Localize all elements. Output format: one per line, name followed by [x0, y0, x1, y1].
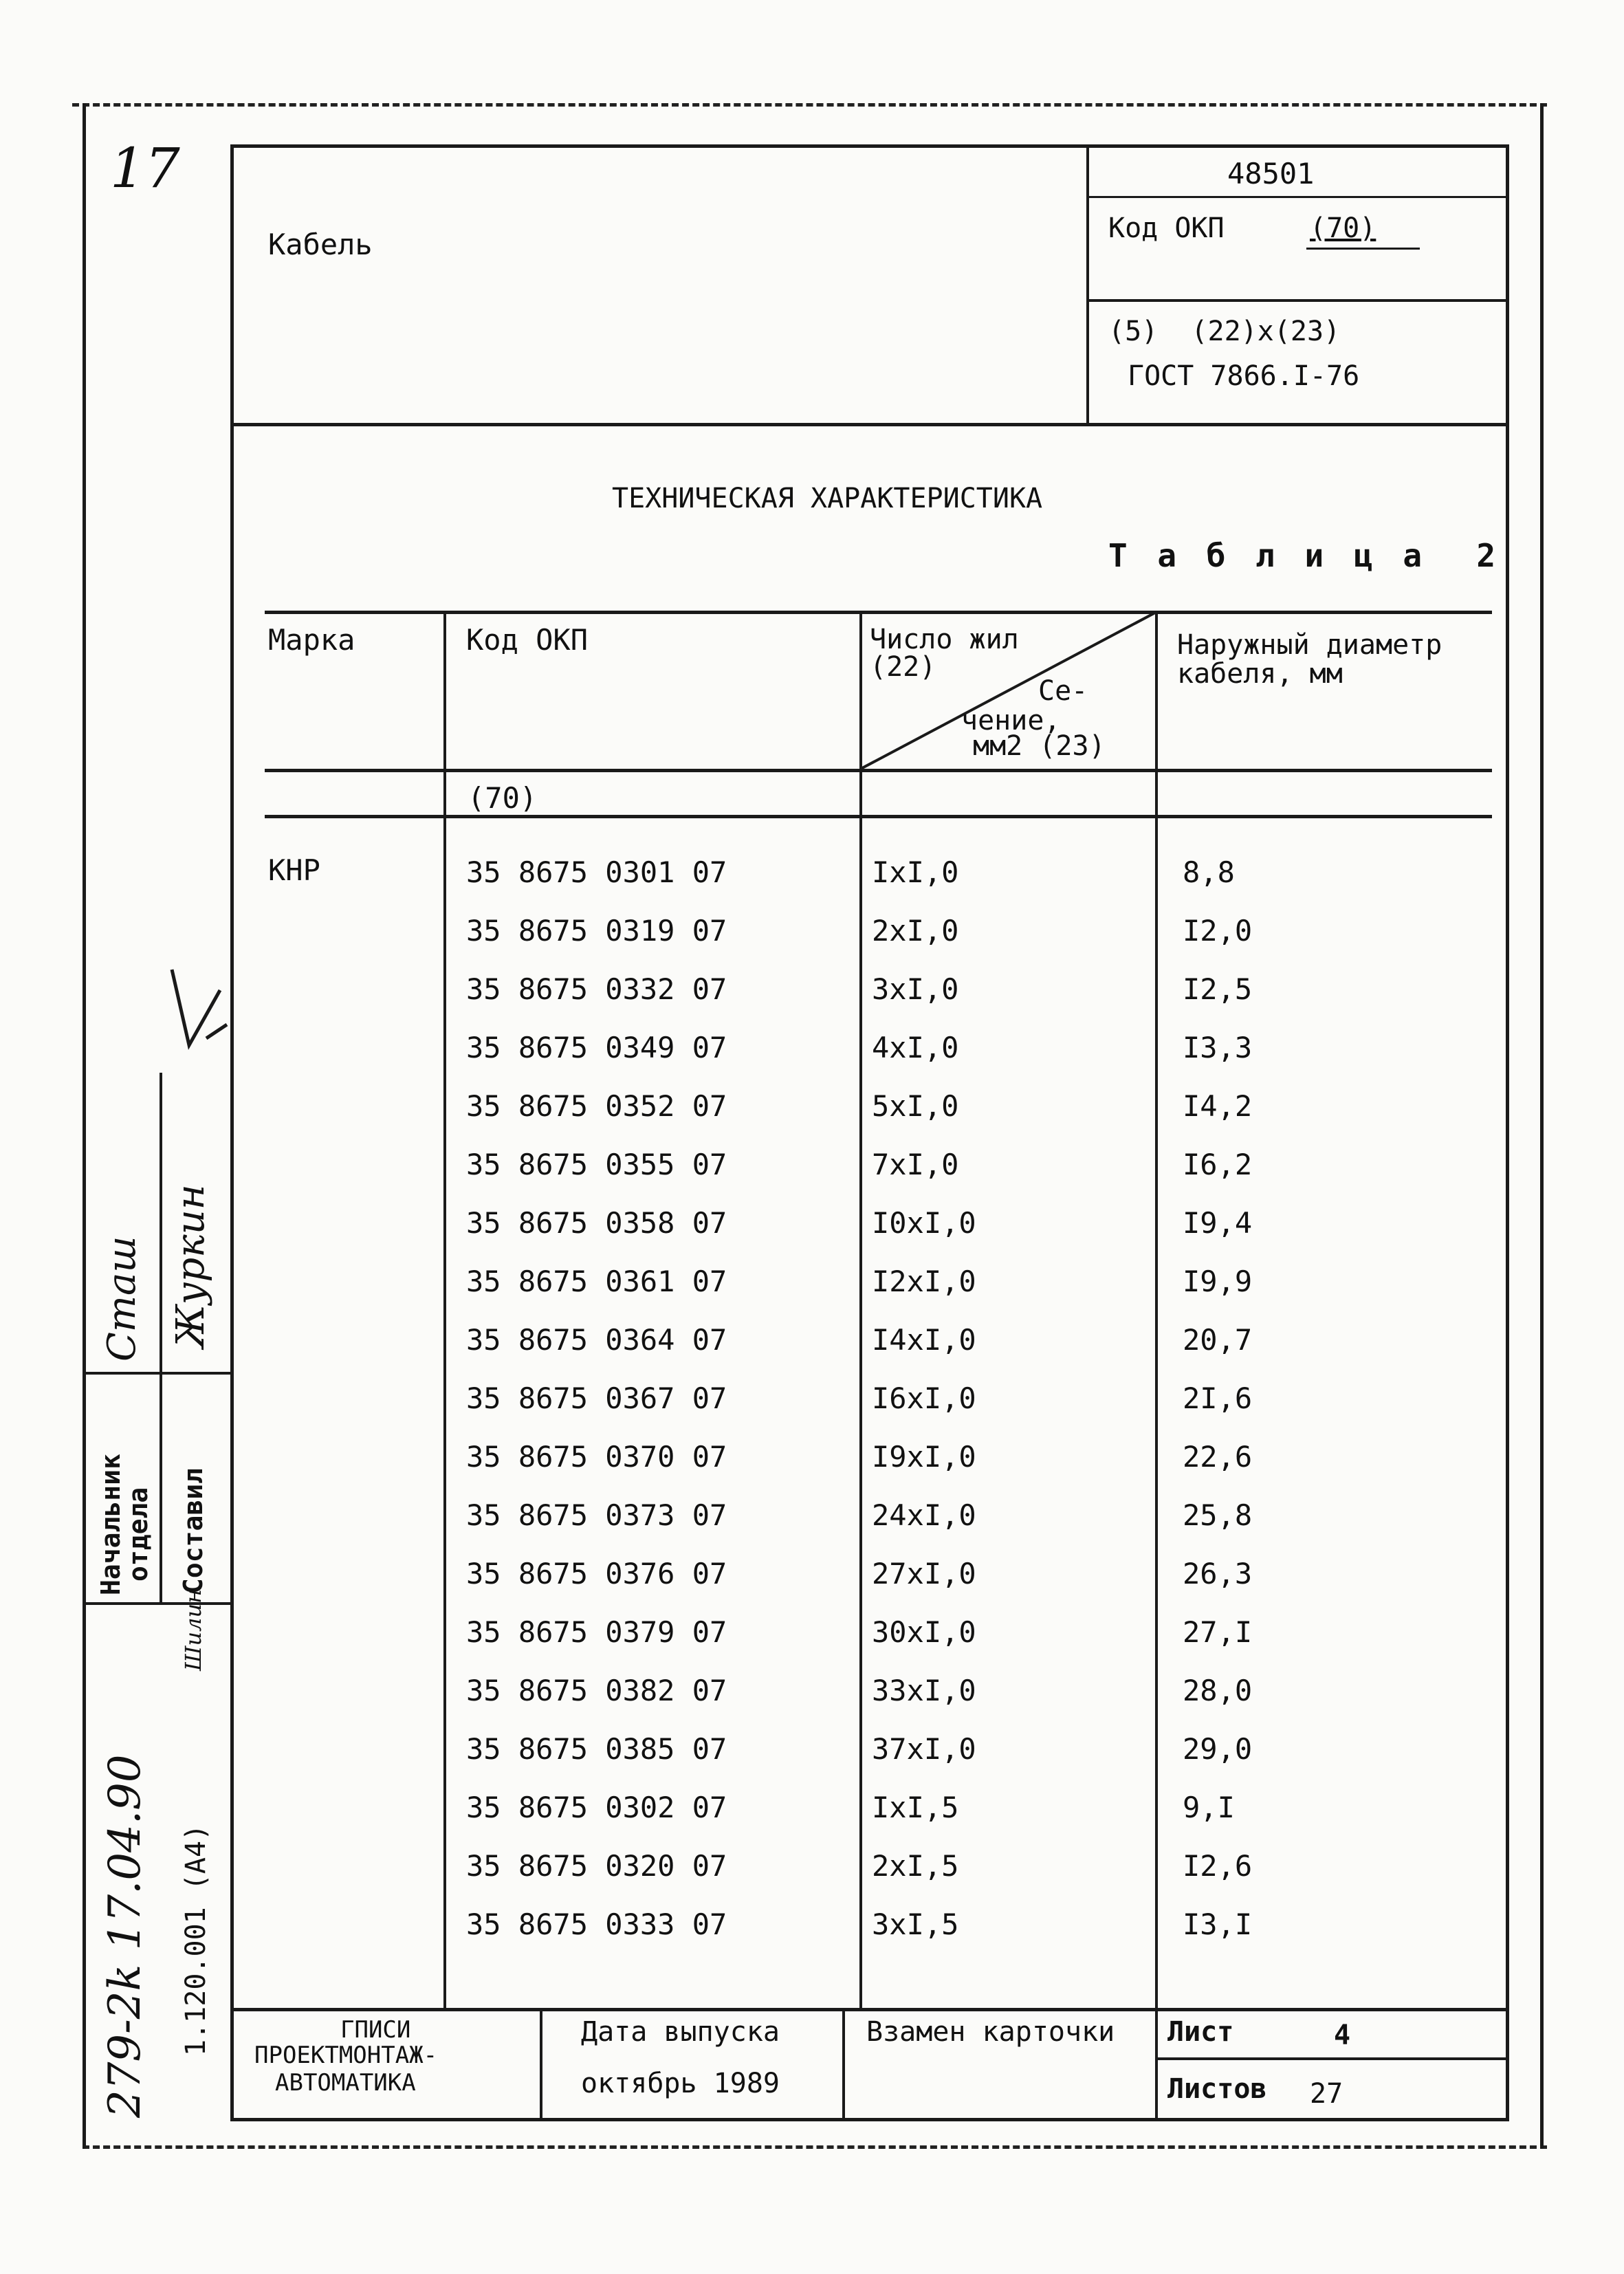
- table-row-cores: 4xI,0: [872, 1031, 959, 1064]
- table-row-code: 35 8675 0333 07: [466, 1907, 727, 1941]
- header-line-1: [1086, 196, 1509, 198]
- section-title: ТЕХНИЧЕСКАЯ ХАРАКТЕРИСТИКА: [612, 483, 1043, 514]
- footer-col-line-1: [540, 2008, 542, 2118]
- table-row-diameter: 2I,6: [1183, 1381, 1253, 1415]
- table-row-cores: I2xI,0: [872, 1265, 976, 1298]
- doc-number: 48501: [1227, 157, 1315, 190]
- table-row-cores: I9xI,0: [872, 1440, 976, 1474]
- table-row-diameter: I2,5: [1183, 972, 1253, 1006]
- table-row-code: 35 8675 0352 07: [466, 1089, 727, 1123]
- table-row-code: 35 8675 0355 07: [466, 1148, 727, 1181]
- okp-code-value: (70): [1310, 212, 1376, 244]
- sheets-label: Листов: [1167, 2073, 1267, 2105]
- table-col-line-3: [1155, 611, 1158, 2010]
- release-date-value: октябрь 1989: [581, 2068, 780, 2099]
- org-line-1: ГПИСИ: [340, 2016, 411, 2044]
- footer-col-line-3: [1155, 2008, 1158, 2118]
- table-row-diameter: I9,9: [1183, 1265, 1253, 1298]
- card-frame-left: [230, 144, 234, 2121]
- outer-frame-right: [1540, 103, 1544, 2149]
- table-row-code: 35 8675 0373 07: [466, 1498, 727, 1532]
- table-row-code: 35 8675 0370 07: [466, 1440, 727, 1474]
- footer-col-line-2: [842, 2008, 845, 2118]
- table-row-diameter: 28,0: [1183, 1674, 1253, 1707]
- card-frame-bottom: [230, 2118, 1509, 2121]
- table-subheader-line: [265, 815, 1492, 818]
- org-line-3: АВТОМАТИКА: [275, 2069, 416, 2097]
- header-line-2: [1086, 299, 1509, 302]
- side-line-outer: [86, 1372, 230, 1375]
- release-date-label: Дата выпуска: [581, 2016, 780, 2048]
- table-row-diameter: 25,8: [1183, 1498, 1253, 1532]
- footer-sheet-divider: [1155, 2057, 1509, 2060]
- table-row-cores: I6xI,0: [872, 1381, 976, 1415]
- table-row-cores: 30xI,0: [872, 1615, 976, 1649]
- card-frame-top: [230, 144, 1506, 148]
- header-divider: [230, 423, 1509, 426]
- outer-frame-top: [72, 103, 1547, 107]
- table-row-code: 35 8675 0376 07: [466, 1557, 727, 1590]
- table-row-diameter: I3,I: [1183, 1907, 1253, 1941]
- table-row-diameter: I2,0: [1183, 914, 1253, 948]
- table-row-code: 35 8675 0364 07: [466, 1323, 727, 1357]
- table-row-code: 35 8675 0301 07: [466, 855, 727, 889]
- table-col-line-1: [443, 611, 446, 2010]
- col-okp-header: Код ОКП: [466, 623, 589, 657]
- table-label: Т а б л и ц а 2: [1108, 537, 1502, 574]
- table-row-diameter: 9,I: [1183, 1791, 1235, 1824]
- table-row-cores: IxI,5: [872, 1791, 959, 1824]
- table-row-cores: 7xI,0: [872, 1148, 959, 1181]
- table-row-diameter: I4,2: [1183, 1089, 1253, 1123]
- standard: ГОСТ 7866.I-76: [1128, 360, 1360, 392]
- table-row-diameter: 8,8: [1183, 855, 1235, 889]
- col-section-line-1: Се-: [1038, 675, 1088, 707]
- catalog-code: 1.120.001 (А4): [180, 1824, 212, 2056]
- sheet-value: 4: [1334, 2020, 1351, 2051]
- head-of-dept-label-2: отдела: [123, 1487, 153, 1582]
- page-number-handwritten: 17: [110, 136, 180, 200]
- handwritten-date: 279-2k 17.04.90: [100, 1754, 151, 2118]
- designation: (5) (22)x(23): [1108, 316, 1341, 347]
- compiled-by-label: Составил: [178, 1467, 208, 1594]
- col-diameter-line-1: Наружный диаметр: [1177, 629, 1442, 661]
- table-row-cores: I4xI,0: [872, 1323, 976, 1357]
- table-row-diameter: 29,0: [1183, 1732, 1253, 1766]
- side-line-mid: [86, 1602, 230, 1605]
- card-frame-right: [1506, 144, 1509, 2121]
- okp-code-label: Код ОКП: [1108, 212, 1225, 244]
- signature-3: Шилин: [180, 1588, 206, 1671]
- table-row-cores: 24xI,0: [872, 1498, 976, 1532]
- table-row-code: 35 8675 0319 07: [466, 914, 727, 948]
- table-row-cores: IxI,0: [872, 855, 959, 889]
- table-row-cores: 37xI,0: [872, 1732, 976, 1766]
- table-row-diameter: 20,7: [1183, 1323, 1253, 1357]
- table-row-code: 35 8675 0332 07: [466, 972, 727, 1006]
- col-section-line-2: чение,: [961, 705, 1061, 736]
- table-row-cores: 5xI,0: [872, 1089, 959, 1123]
- okp-subheader: (70): [468, 781, 538, 815]
- table-row-code: 35 8675 0382 07: [466, 1674, 727, 1707]
- footer-top-line: [230, 2008, 1509, 2011]
- table-col-line-2: [859, 611, 862, 2010]
- table-row-cores: 33xI,0: [872, 1674, 976, 1707]
- table-row-code: 35 8675 0320 07: [466, 1849, 727, 1883]
- signature-2: Журкин: [168, 1184, 213, 1348]
- table-row-diameter: I6,2: [1183, 1148, 1253, 1181]
- outer-frame-left: [83, 103, 86, 2149]
- table-row-cores: 3xI,5: [872, 1907, 959, 1941]
- org-line-2: ПРОЕКТМОНТАЖ-: [254, 2042, 438, 2069]
- table-row-diameter: 22,6: [1183, 1440, 1253, 1474]
- table-row-code: 35 8675 0358 07: [466, 1206, 727, 1240]
- table-row-code: 35 8675 0349 07: [466, 1031, 727, 1064]
- header-vertical: [1086, 144, 1089, 426]
- side-vertical-1: [160, 1073, 162, 1602]
- table-row-cores: 3xI,0: [872, 972, 959, 1006]
- table-row-diameter: I9,4: [1183, 1206, 1253, 1240]
- table-row-diameter: I2,6: [1183, 1849, 1253, 1883]
- table-row-code: 35 8675 0379 07: [466, 1615, 727, 1649]
- table-row-cores: I0xI,0: [872, 1206, 976, 1240]
- table-row-cores: 2xI,0: [872, 914, 959, 948]
- col-cores-header: Число жил: [870, 624, 1019, 655]
- signature-stroke: [158, 963, 234, 1080]
- table-row-cores: 2xI,5: [872, 1849, 959, 1883]
- table-row-code: 35 8675 0367 07: [466, 1381, 727, 1415]
- mark-cell: КНР: [268, 853, 320, 887]
- head-of-dept-label-1: Начальник: [96, 1454, 126, 1595]
- table-row-cores: 27xI,0: [872, 1557, 976, 1590]
- table-row-code: 35 8675 0361 07: [466, 1265, 727, 1298]
- col-cores-22: (22): [870, 651, 936, 683]
- table-row-diameter: 27,I: [1183, 1615, 1253, 1649]
- table-row-diameter: I3,3: [1183, 1031, 1253, 1064]
- col-diameter-line-2: кабеля, мм: [1177, 658, 1343, 690]
- table-row-code: 35 8675 0385 07: [466, 1732, 727, 1766]
- product-name: Кабель: [268, 228, 373, 261]
- table-row-code: 35 8675 0302 07: [466, 1791, 727, 1824]
- replaces-card-label: Взамен карточки: [866, 2016, 1115, 2048]
- sheet-label: Лист: [1167, 2016, 1234, 2048]
- sheets-value: 27: [1310, 2078, 1343, 2110]
- table-row-diameter: 26,3: [1183, 1557, 1253, 1590]
- okp-code-underline: [1306, 248, 1420, 250]
- col-section-line-3: мм2 (23): [973, 730, 1106, 762]
- outer-frame-bottom: [83, 2145, 1547, 2149]
- col-mark-header: Марка: [268, 623, 355, 657]
- signature-1: Сташ: [100, 1236, 144, 1362]
